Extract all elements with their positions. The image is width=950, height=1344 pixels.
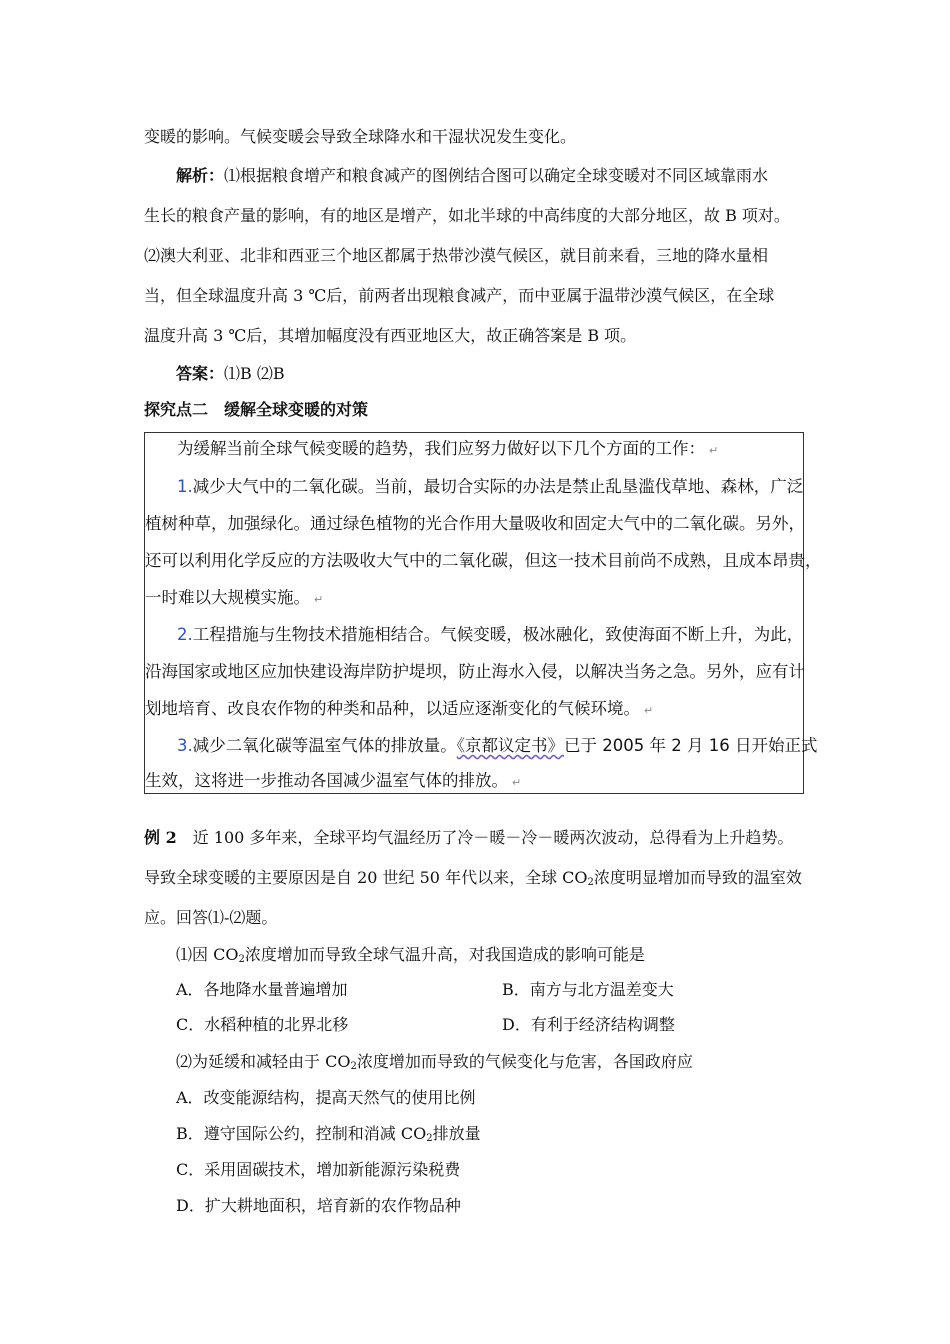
example-line-3: 应。回答⑴-⑵题。	[144, 908, 278, 927]
analysis-label: 解析：	[176, 166, 225, 185]
answer-value: ⑴B ⑵B	[224, 364, 285, 383]
q2-option-c: C．采用固碳技术，增加新能源污染税费	[176, 1160, 461, 1179]
question-1: ⑴因 $CO_2$浓度增加而导致全球气温升高，对我国造成的影响可能是	[176, 945, 645, 965]
analysis-line-3: ⑵澳大利亚、北非和西亚三个地区都属于热带沙漠气候区，就目前来看，三地的降水量相	[144, 246, 769, 265]
box-item-3-line-1: 3.减少二氧化碳等温室气体的排放量。《京都议定书》已于 2005 年 2 月 16 日开始正式	[177, 736, 818, 755]
q1-option-c: C．水稻种植的北界北移	[176, 1015, 349, 1034]
section-title: 探究点二 缓解全球变暖的对策	[144, 400, 369, 419]
paragraph-continuation: 变暖的影响。气候变暖会导致全球降水和干湿状况发生变化。	[144, 127, 577, 146]
analysis-line-2: 生长的粮食产量的影响，有的地区是增产，如北半球的中高纬度的大部分地区，故 B 项对。	[144, 206, 790, 225]
q1-option-d: D．有利于经济结构调整	[502, 1015, 675, 1034]
kyoto-protocol-text: 《京都议定书》	[456, 736, 564, 755]
paragraph-mark-icon: ↵	[314, 593, 324, 606]
q1-option-b: B．南方与北方温差变大	[502, 980, 674, 999]
example-line-2: 导致全球变暖的主要原因是自 20 世纪 50 年代以来，全球 $CO_2$浓度明显增加而导致的温室效	[144, 868, 802, 888]
box-item-1-line-2: 植树种草，加强绿化。通过绿色植物的光合作用大量吸收和固定大气中的二氧化碳。另外，	[145, 514, 805, 533]
q2-option-b: B．遵守国际公约，控制和消减 $CO_2$排放量	[176, 1124, 481, 1144]
question-2: ⑵为延缓和减轻由于 $CO_2$浓度增加而导致的气候变化与危害，各国政府应	[176, 1052, 693, 1072]
answer-label: 答案：	[176, 364, 225, 383]
q2-option-a: A．改变能源结构，提高天然气的使用比例	[176, 1088, 476, 1107]
box-item-1-line-1: 1.减少大气中的二氧化碳。当前，最切合实际的办法是禁止乱垦滥伐草地、森林，广泛	[177, 477, 804, 496]
example-label: 例 2	[144, 828, 177, 847]
paragraph-mark-icon: ↵	[512, 776, 522, 789]
analysis-line-5: 温度升高 3 ℃后，其增加幅度没有西亚地区大，故正确答案是 B 项。	[144, 326, 637, 345]
box-intro: 为缓解当前全球气候变暖的趋势，我们应努力做好以下几个方面的工作： ↵	[177, 439, 719, 458]
box-item-3-line-2: 生效，这将进一步推动各国减少温室气体的排放。 ↵	[145, 771, 522, 790]
paragraph-mark-icon: ↵	[644, 704, 654, 717]
example-line-1: 例 2 近 100 多年来，全球平均气温经历了冷－暖－冷－暖两次波动，总得看为上升趋势。	[144, 828, 794, 847]
analysis-line-1: 解析：⑴根据粮食增产和粮食减产的图例结合图可以确定全球变暖对不同区域靠雨水	[176, 166, 769, 185]
paragraph-mark-icon: ↵	[709, 444, 719, 457]
answer-line	[176, 364, 285, 384]
box-item-2-line-2: 沿海国家或地区应加快建设海岸防护堤坝，防止海水入侵，以解决当务之急。另外，应有计	[145, 662, 805, 681]
q2-option-d: D．扩大耕地面积，培育新的农作物品种	[176, 1196, 461, 1215]
box-item-1-line-3: 还可以利用化学反应的方法吸收大气中的二氧化碳，但这一技术目前尚不成熟，且成本昂贵，	[145, 551, 822, 570]
info-box	[144, 432, 822, 794]
box-item-1-line-4: 一时难以大规模实施。 ↵	[145, 588, 324, 607]
box-item-2-line-1: 2.工程措施与生物技术措施相结合。气候变暖，极冰融化，致使海面不断上升，为此，	[177, 625, 804, 644]
box-item-2-line-3: 划地培育、改良农作物的种类和品种，以适应逐渐变化的气候环境。 ↵	[145, 699, 654, 718]
q1-option-a: A．各地降水量普遍增加	[176, 980, 348, 999]
analysis-line-4: 当，但全球温度升高 3 ℃后，前两者出现粮食减产，而中亚属于温带沙漠气候区，在全球	[144, 286, 775, 305]
